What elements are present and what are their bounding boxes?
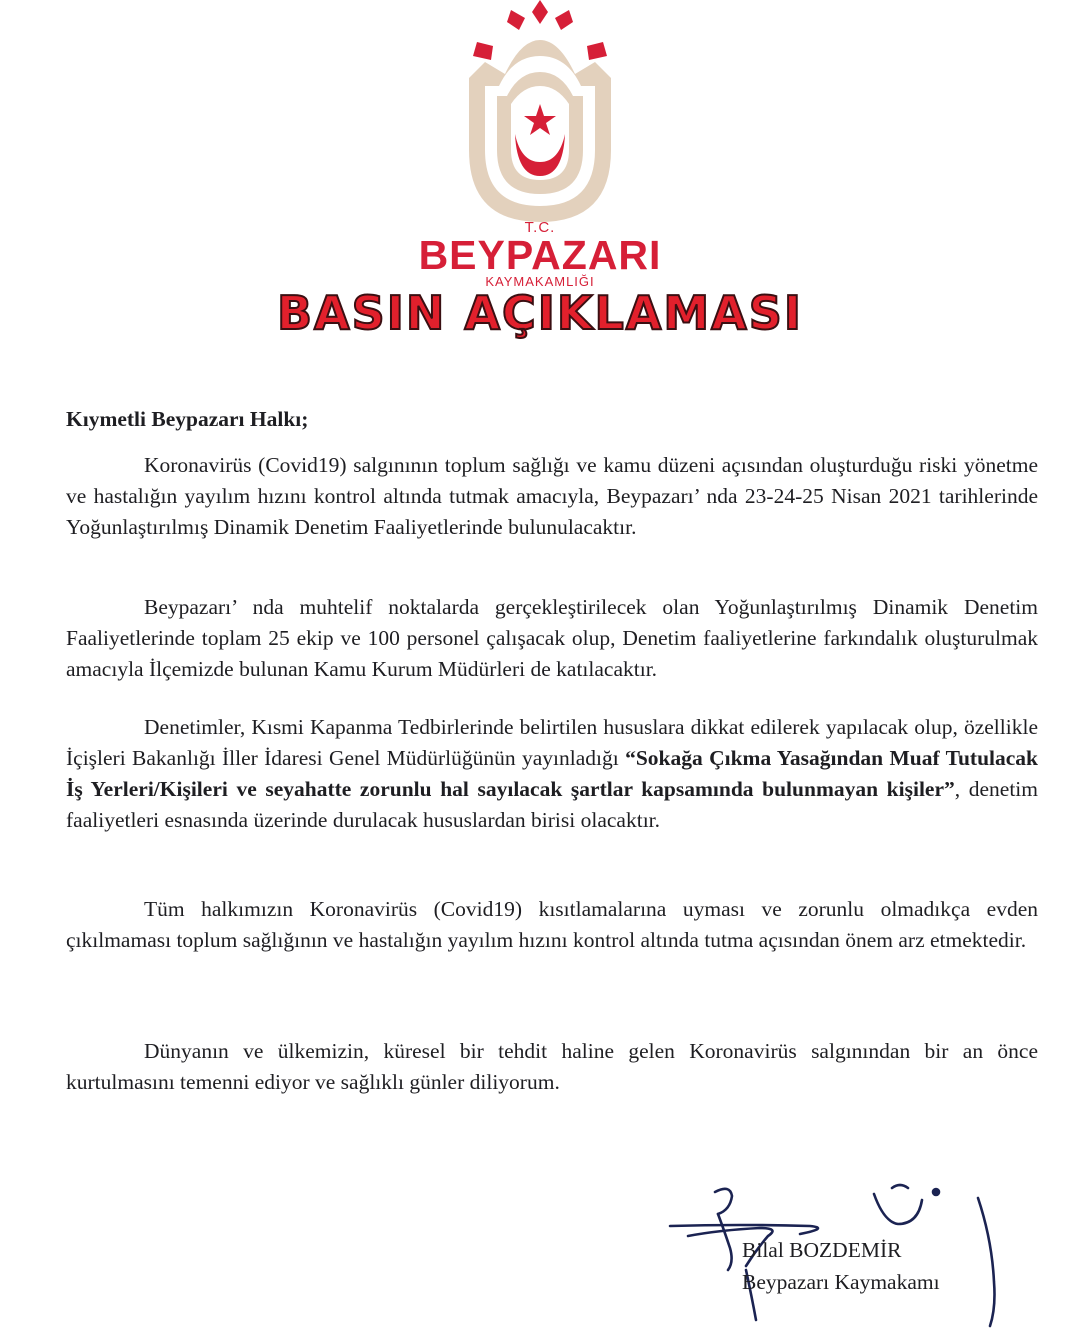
paragraph-4: Tüm halkımızın Koronavirüs (Covid19) kısıtlamalarına uyması ve zorunlu olmadıkça evden çıkılmaması toplum sağlığının ve hastalığın yayılım hızını kontrol altında tutma açısından önem arz etmektedir. (66, 897, 1038, 952)
paragraph-3-start: Denetimler, Kısmi Kapanma Tedbirlerinde belirtilen hususlara dikkat edilerek yapılacak olup, özellikle İçişleri Bakanlığı İller İdaresi Genel Müdürlüğünün yayınladığı (66, 715, 1038, 770)
paragraph-5: Dünyanın ve ülkemizin, küresel bir tehdit haline gelen Koronavirüs salgınından bir an önce kurtulmasını temenni ediyor ve sağlıklı günler diliyorum. (66, 1039, 1038, 1094)
paragraph-2: Beypazarı’ nda muhtelif noktalarda gerçekleştirilecek olan Yoğunlaştırılmış Dinamik Denetim Faaliyetlerinde toplam 25 ekip ve 100 personel çalışacak olup, Denetim faaliyetlerine farkındalık oluşturulmak amacıyla İlçemizde bulunan Kamu Kurum Müdürleri de katılacaktır. (66, 595, 1038, 681)
organization-block (380, 220, 700, 289)
paragraph-3 (66, 712, 1038, 836)
signer-name: Bilal BOZDEMİR (742, 1238, 902, 1262)
org-prefix: T.C. (524, 219, 556, 236)
paragraph-1: Koronavirüs (Covid19) salgınının toplum sağlığı ve kamu düzeni açısından oluşturduğu riski yönetme ve hastalığın yayılım hızını kontrol altında tutmak amacıyla, Beypazarı’ nda 23-24-25 Nisan 2021 tarihlerinde Yoğunlaştırılmış Dinamik Denetim Faaliyetlerinde bulunulacaktır. (66, 453, 1038, 539)
signer-title: Beypazarı Kaymakamı (742, 1270, 940, 1294)
signer-block (742, 1234, 940, 1298)
org-name: BEYPAZARI (418, 232, 662, 278)
document-title: BASIN AÇIKLAMASI (276, 286, 804, 340)
salutation: Kıymetli Beypazarı Halkı; (66, 407, 309, 431)
org-subtitle: KAYMAKAMLIĞI (485, 274, 595, 289)
beypazari-logo-icon (455, 0, 625, 232)
paragraph-3-bold-quote: “Sokağa Çıkma Yasağından Muaf Tutulacak İş Yerleri/Kişileri ve seyahatte zorunlu hal sayılacak şartlar kapsamında bulunmayan kişiler” (66, 746, 1039, 801)
paragraph-3-end: , denetim faaliyetleri esnasında üzerinde durulacak hususlardan birisi olacaktır. (66, 777, 1038, 832)
